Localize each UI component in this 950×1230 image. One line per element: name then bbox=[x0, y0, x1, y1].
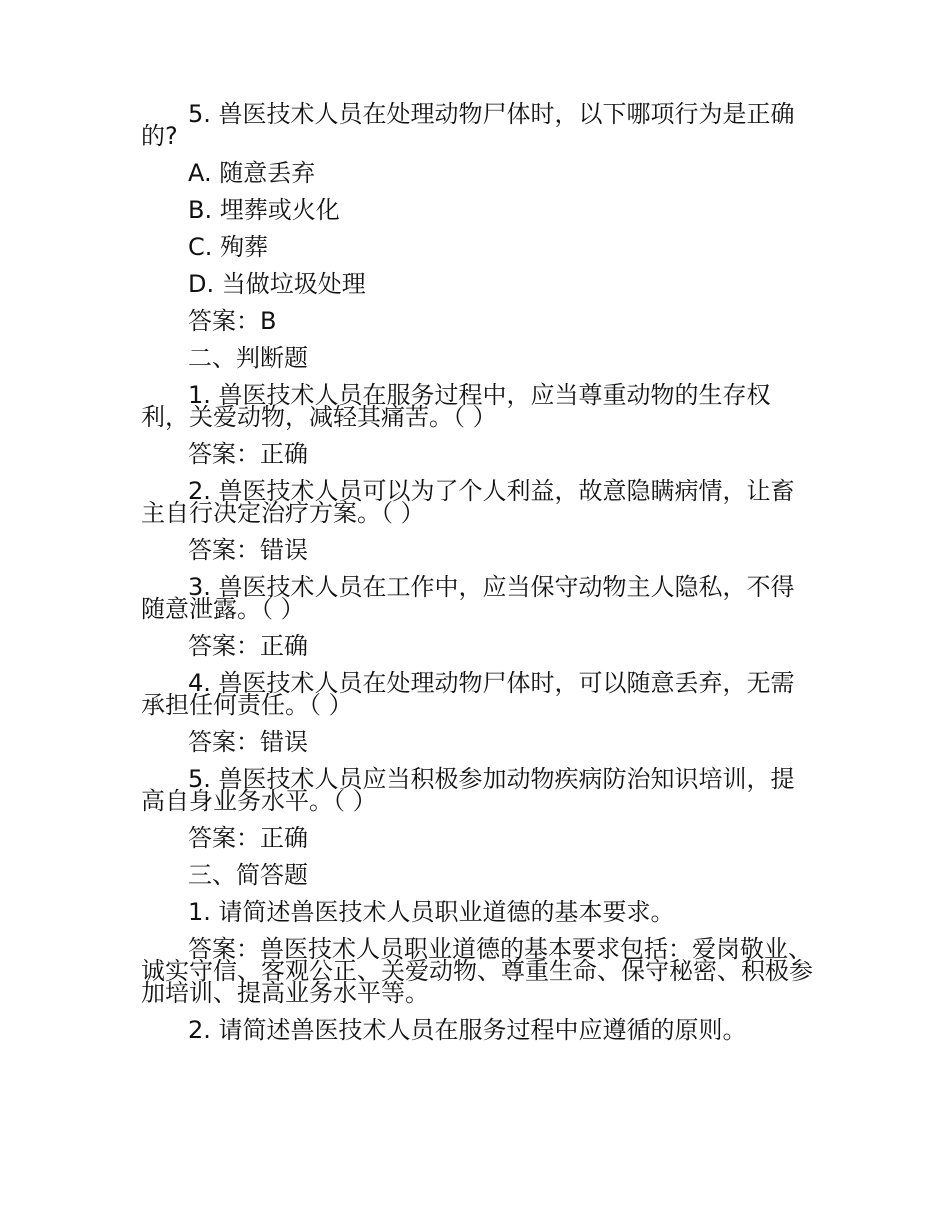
judge-answer-3: 答案：正确 bbox=[188, 632, 308, 660]
document-body bbox=[141, 100, 813, 1056]
section-heading-short: 三、简答题 bbox=[188, 861, 308, 889]
judge-question-3: 3. 兽医技术人员在工作中，应当保守动物主人隐私，不得随意泄露。（ ） bbox=[141, 573, 795, 623]
choice-answer: 答案：B bbox=[188, 307, 277, 335]
short-answer-1: 答案：兽医技术人员职业道德的基本要求包括：爱岗敬业、诚实守信、客观公正、关爱动物、尊重生命、保守秘密、积极参加培训、提高业务水平等。 bbox=[141, 935, 813, 1007]
choice-question-5: 5. 兽医技术人员在处理动物尸体时，以下哪项行为是正确的? bbox=[141, 100, 795, 150]
judge-answer-4: 答案：错误 bbox=[188, 728, 308, 756]
short-question-1: 1. 请简述兽医技术人员职业道德的基本要求。 bbox=[188, 898, 675, 926]
judge-answer-5: 答案：正确 bbox=[188, 824, 308, 852]
section-heading-judge: 二、判断题 bbox=[188, 344, 308, 372]
judge-answer-2: 答案：错误 bbox=[188, 536, 308, 564]
judge-question-2: 2. 兽医技术人员可以为了个人利益，故意隐瞒病情，让畜主自行决定治疗方案。（ ） bbox=[141, 477, 795, 527]
short-question-2: 2. 请简述兽医技术人员在服务过程中应遵循的原则。 bbox=[188, 1016, 747, 1044]
judge-answer-1: 答案：正确 bbox=[188, 440, 308, 468]
judge-question-5: 5. 兽医技术人员应当积极参加动物疾病防治知识培训，提高自身业务水平。（ ） bbox=[141, 765, 795, 815]
choice-option-b: B. 埋葬或火化 bbox=[188, 196, 340, 224]
choice-option-c: C. 殉葬 bbox=[188, 233, 269, 261]
choice-option-d: D. 当做垃圾处理 bbox=[188, 270, 366, 298]
choice-option-a: A. 随意丢弃 bbox=[188, 159, 316, 187]
judge-question-4: 4. 兽医技术人员在处理动物尸体时，可以随意丢弃，无需承担任何责任。（ ） bbox=[141, 669, 795, 719]
judge-question-1: 1. 兽医技术人员在服务过程中，应当尊重动物的生存权利，关爱动物，减轻其痛苦。（ ） bbox=[141, 381, 771, 431]
